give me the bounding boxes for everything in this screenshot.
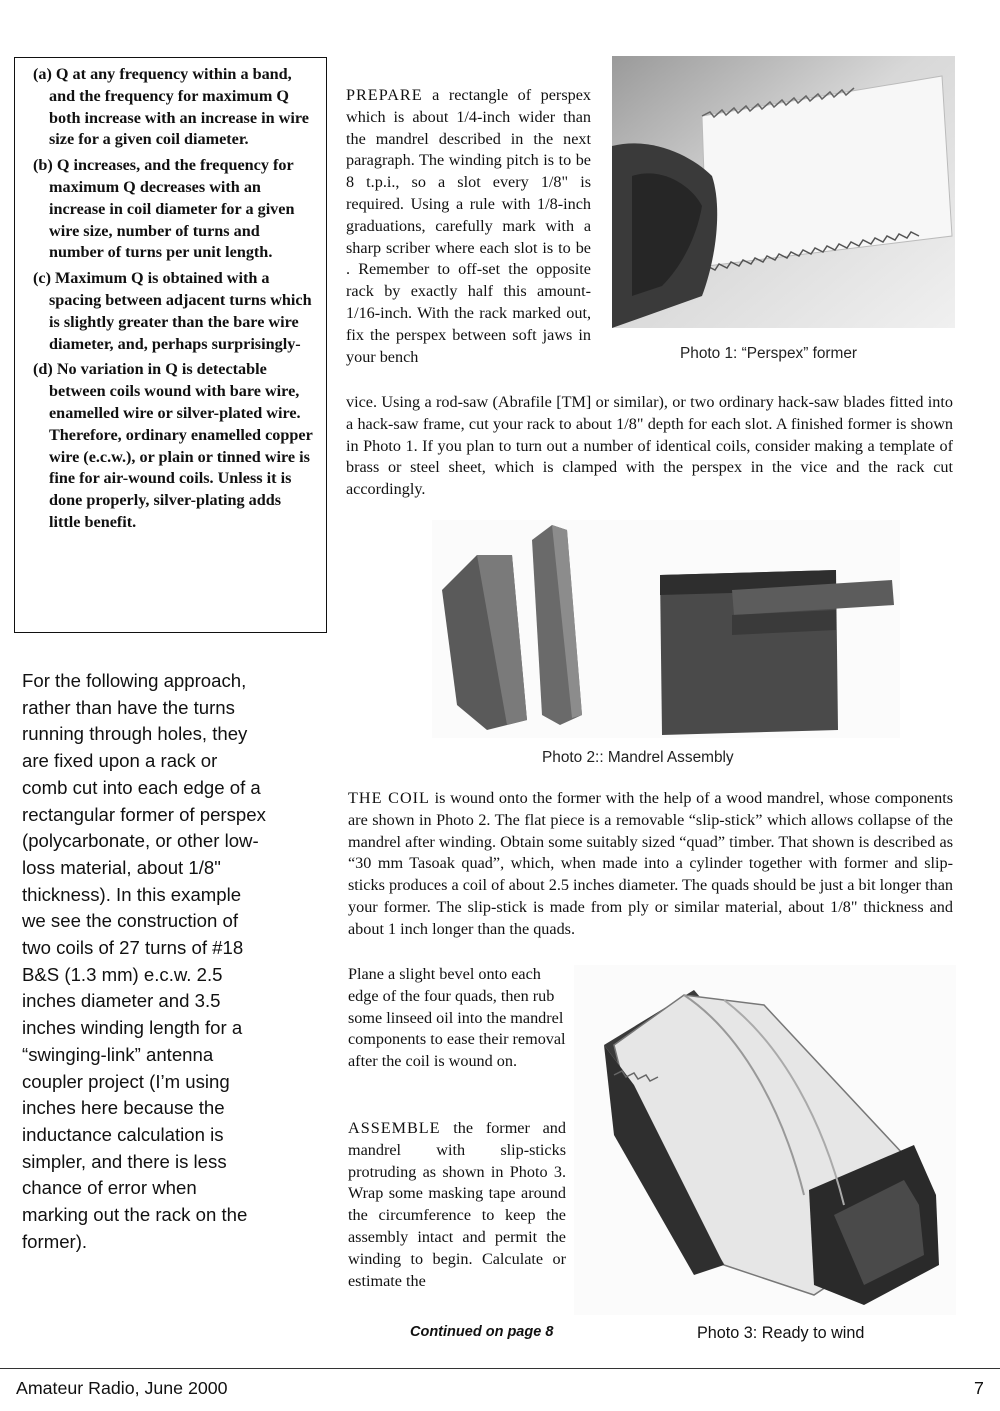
continued-note: Continued on page 8 [410, 1324, 554, 1340]
photo2-caption: Photo 2:: Mandrel Assembly [542, 749, 734, 766]
mandrel-assembly-illustration [432, 520, 900, 738]
prepare-text: a rectangle of perspex which is about 1/4-inch wider than the mandrel described in the next paragraph. The winding pitch is to be 8 t.p.i., so a slot every 1/8" is required. Using a rule with 1/8-inch graduations, carefully mark with a sharp scriber where each slot is to be . Remember to off-set the opposite rack by exactly half this amount- 1/16-inch. With the rack marked out, fix the perspex between soft jaws in your bench [346, 86, 591, 366]
prepare-paragraph-continued: vice. Using a rod-saw (Abrafile [TM] or similar), or two ordinary hack-saw blades fitted into a hack-saw frame, cut your rack to about 1/8" depth for each slot. A finished former is shown in Photo 1. If you plan to turn out a number of identical coils, consider making a template of brass or steel sheet, which is clamped with the perspex in the vice and the rack cut accordingly. [346, 393, 953, 499]
intro-column-text: For the following approach, rather than have the turns running through holes, they are fixed upon a rack or comb cut into each edge of a rectangular former of perspex (polycarbonate, or other low-loss material, about 1/8" thickness). In this example we see the construction of two coils of 27 turns of #18 B&S (1.3 mm) e.c.w. 2.5 inches diameter and 3.5 inches winding length for a “swinging-link” antenna coupler project (I’m using inches here because the inductance calculation is simpler, and there is less chance of error when marking out the rack on the former). [22, 670, 266, 1252]
photo3-caption: Photo 3: Ready to wind [697, 1324, 865, 1342]
box-item-d: (d) No variation in Q is detectable between coils wound with bare wire, enamelled wire or silver-plated wire. Therefore, ordinary enamelled copper wire (e.c.w.), or plain or tinned wire is fine for air-wound coils. Unless it is done properly, silver-plating adds little benefit. [33, 360, 313, 531]
assemble-lead: ASSEMBLE [348, 1119, 441, 1137]
coil-text: is wound onto the former with the help of a wood mandrel, whose components are shown in Photo 2. The flat piece is a removable “slip-stick” which allows collapse of the mandrel after winding. Obtain some suitably sized “quad” timber. That shown is described as “30 mm Tasoak quad”, which, when made into a cylinder together with former and slip-sticks produces a coil of about 2.5 inches diameter. The quads should be just a bit longer than your former. The slip-stick is made from ply or similar material, about 1/8" thickness and about 1 inch longer than the quads. [348, 789, 953, 938]
perspex-former-illustration [612, 56, 955, 328]
box-item-a: (a) Q at any frequency within a band, and the frequency for maximum Q both increase with an increase in wire size for a given coil diameter. [33, 65, 309, 149]
photo-ready-to-wind [574, 965, 956, 1315]
assemble-paragraph [348, 1118, 566, 1292]
photo1-caption: Photo 1: “Perspex” former [680, 345, 858, 362]
photo-mandrel-assembly [432, 520, 900, 738]
sidebar-box [14, 57, 327, 633]
coil-paragraph [348, 788, 953, 941]
page-number: 7 [974, 1378, 984, 1398]
coil-paragraph-continued: Plane a slight bevel onto each edge of the four quads, then rub some linseed oil into the mandrel components to ease their removal after the coil is wound on. [348, 965, 566, 1071]
coil-former-illustration [574, 965, 956, 1315]
photo-perspex-former [612, 56, 955, 328]
prepare-lead: PREPARE [346, 86, 423, 104]
footer-publication: Amateur Radio, June 2000 [16, 1378, 228, 1398]
footer-rule [0, 1368, 1000, 1369]
prepare-paragraph [346, 85, 591, 368]
box-item-b: (b) Q increases, and the frequency for maximum Q decreases with an increase in coil diameter for a given wire size, number of turns and number of turns per unit length. [33, 156, 295, 262]
box-item-c: (c) Maximum Q is obtained with a spacing between adjacent turns which is slightly greater than the bare wire diameter, and, perhaps surprisingly- [33, 269, 312, 353]
assemble-text: the former and mandrel with slip-sticks protruding as shown in Photo 3. Wrap some masking tape around the circumference to keep the assembly intact and permit the winding to begin. Calculate or estimate the [348, 1119, 566, 1290]
coil-lead: THE COIL [348, 789, 430, 807]
